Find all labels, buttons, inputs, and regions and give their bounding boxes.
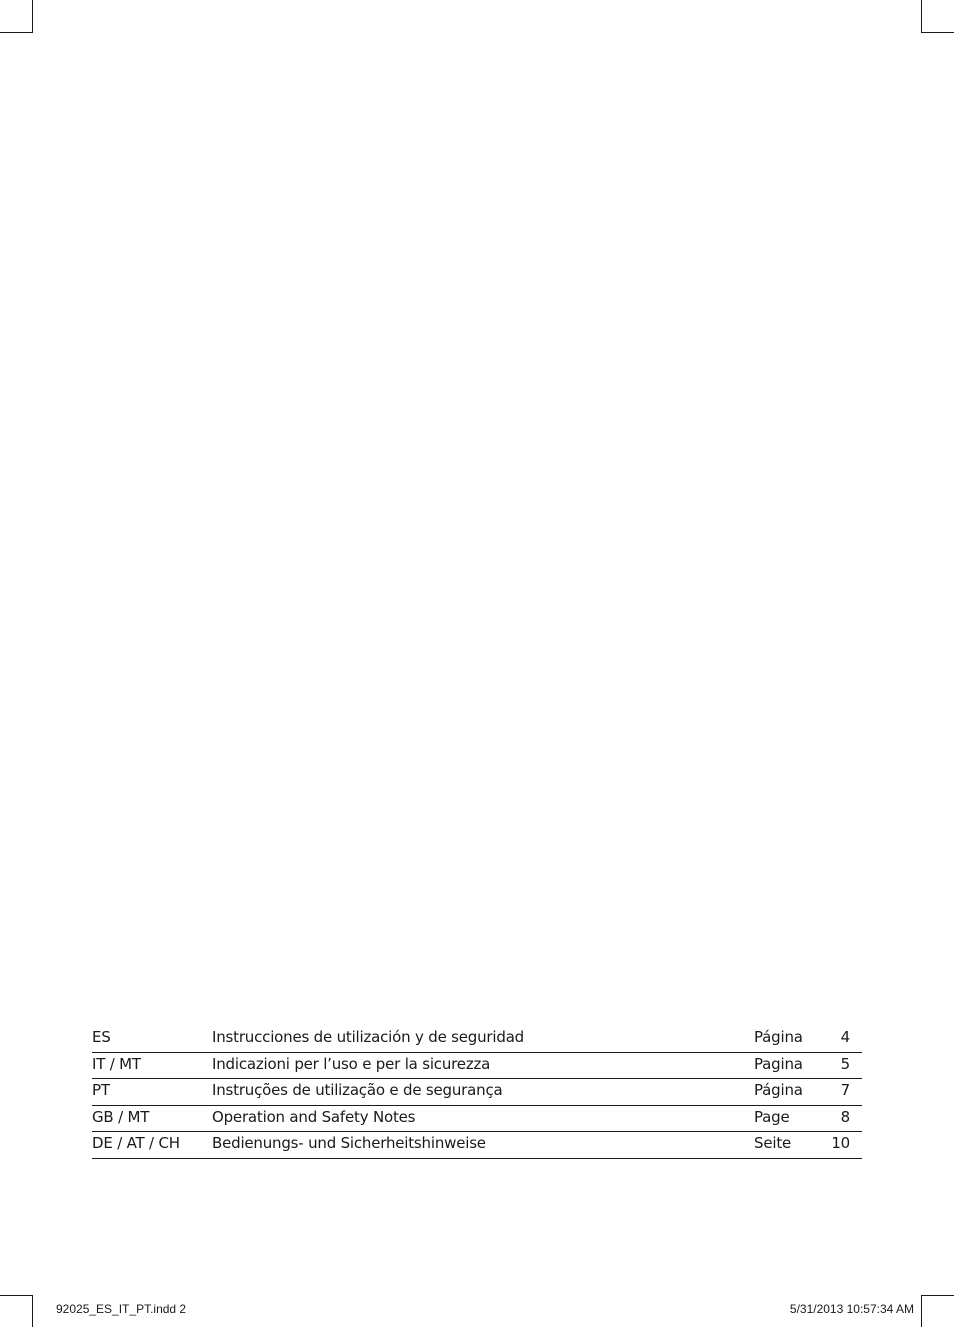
- slug-timestamp: 5/31/2013 10:57:34 AM: [789, 1302, 914, 1316]
- toc-title: Indicazioni per l’uso e per la sicurezza: [212, 1054, 491, 1073]
- crop-mark-bottom-right-vertical: [921, 1295, 922, 1327]
- table-of-contents: [92, 1026, 862, 1159]
- toc-page-label: Page: [754, 1107, 790, 1126]
- crop-mark-top-left-vertical: [32, 0, 33, 33]
- toc-page-number: 5: [840, 1054, 850, 1073]
- toc-row: [92, 1132, 862, 1159]
- toc-page-number: 4: [840, 1028, 850, 1046]
- toc-row: [92, 1026, 862, 1053]
- toc-page-number: 8: [840, 1107, 850, 1126]
- toc-language-code: IT / MT: [92, 1054, 141, 1073]
- toc-page-number: 7: [840, 1081, 850, 1100]
- toc-title: Instruções de utilização e de segurança: [212, 1081, 503, 1100]
- toc-page-label: Seite: [754, 1134, 792, 1153]
- toc-title: Instrucciones de utilización y de seguridad: [212, 1028, 525, 1046]
- toc-title: Bedienungs- und Sicherheitshinweise: [212, 1134, 486, 1153]
- toc-row: [92, 1106, 862, 1133]
- toc-language-code: GB / MT: [92, 1107, 150, 1126]
- crop-mark-bottom-left-vertical: [32, 1295, 33, 1327]
- toc-row: [92, 1079, 862, 1106]
- toc-language-code: ES: [92, 1028, 111, 1046]
- toc-page-label: Pagina: [754, 1054, 803, 1073]
- crop-mark-top-left-horizontal: [0, 32, 33, 33]
- crop-mark-top-right-horizontal: [921, 32, 954, 33]
- slug-filename: 92025_ES_IT_PT.indd 2: [56, 1302, 187, 1316]
- toc-language-code: DE / AT / CH: [92, 1134, 180, 1153]
- crop-mark-bottom-left-horizontal: [0, 1295, 33, 1296]
- crop-mark-top-right-vertical: [921, 0, 922, 33]
- crop-mark-bottom-right-horizontal: [921, 1295, 954, 1296]
- toc-title: Operation and Safety Notes: [212, 1107, 416, 1126]
- toc-row: [92, 1053, 862, 1080]
- toc-page-label: Página: [754, 1081, 803, 1100]
- toc-page-number: 10: [831, 1134, 850, 1153]
- toc-language-code: PT: [92, 1081, 110, 1100]
- toc-page-label: Página: [754, 1028, 803, 1046]
